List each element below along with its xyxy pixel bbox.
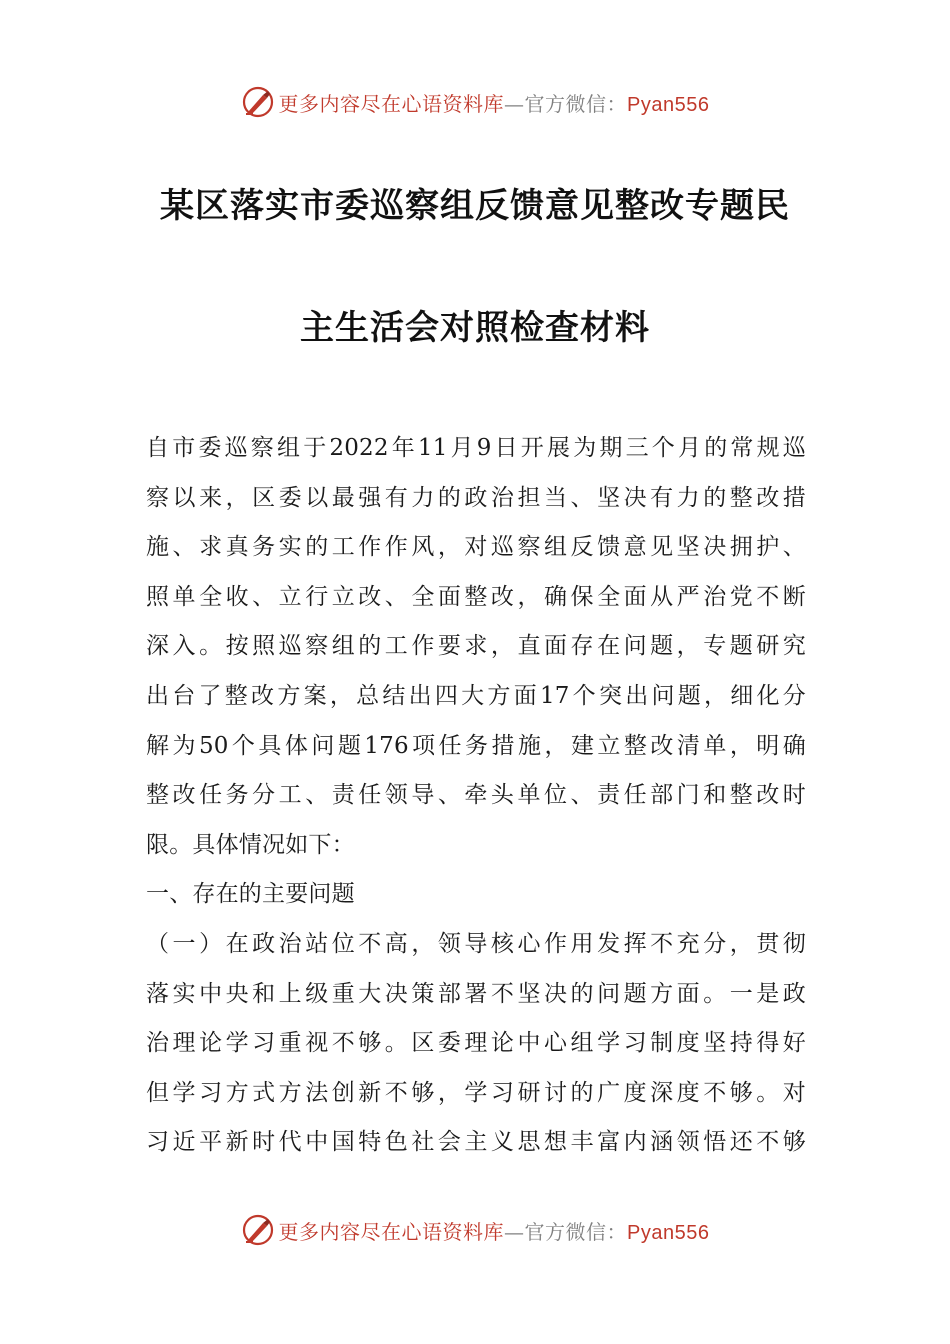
- document-body: [146, 424, 806, 1168]
- body-line: 整改任务分工、责任领导、牵头单位、责任部门和整改时: [146, 782, 806, 809]
- body-line: 察以来，区委以最强有力的政治担当、坚决有力的整改措: [146, 484, 806, 511]
- footer-watermark-banner: [0, 1210, 950, 1250]
- document-title-line-2: 主生活会对照检查材料: [300, 308, 650, 348]
- body-line: 施、求真务实的工作作风，对巡察组反馈意见坚决拥护、: [146, 534, 806, 561]
- body-line: 自市委巡察组于2022年11月9日开展为期三个月的常规巡: [146, 435, 806, 461]
- body-line: 落实中央和上级重大决策部署不坚决的问题方面。一是政: [146, 980, 806, 1007]
- document-title-line-1: 某区落实市委巡察组反馈意见整改专题民: [160, 186, 790, 226]
- pen-logo-icon: [241, 85, 275, 119]
- banner-wechat-id: Pyan556: [627, 1221, 710, 1244]
- banner-sub-text: —官方微信：: [504, 91, 628, 116]
- body-line: 习近平新时代中国特色社会主义思想丰富内涵领悟还不够: [146, 1129, 806, 1156]
- banner-text: [279, 88, 710, 117]
- body-line: 深入。按照巡察组的工作要求，直面存在问题，专题研究: [146, 633, 806, 660]
- body-line: 照单全收、立行立改、全面整改，确保全面从严治党不断: [146, 583, 806, 610]
- header-watermark-banner: [0, 82, 950, 122]
- body-line: 限。具体情况如下：: [146, 831, 355, 858]
- body-line: 但学习方式方法创新不够，学习研讨的广度深度不够。对: [146, 1079, 806, 1106]
- banner-sub-text: —官方微信：: [504, 1219, 628, 1244]
- body-line: 出台了整改方案，总结出四大方面17个突出问题，细化分: [146, 682, 806, 709]
- section-heading: 一、存在的主要问题: [146, 881, 355, 908]
- banner-main-text: 更多内容尽在心语资料库: [278, 91, 505, 116]
- banner-main-text: 更多内容尽在心语资料库: [278, 1219, 505, 1244]
- pen-logo-icon: [241, 1213, 275, 1247]
- body-line: 解为50个具体问题176项任务措施，建立整改清单，明确: [146, 732, 806, 759]
- banner-wechat-id: Pyan556: [627, 93, 710, 116]
- banner-text: [279, 1216, 710, 1245]
- body-line: （一）在政治站位不高，领导核心作用发挥不充分，贯彻: [146, 930, 806, 957]
- body-line: 治理论学习重视不够。区委理论中心组学习制度坚持得好: [146, 1030, 806, 1057]
